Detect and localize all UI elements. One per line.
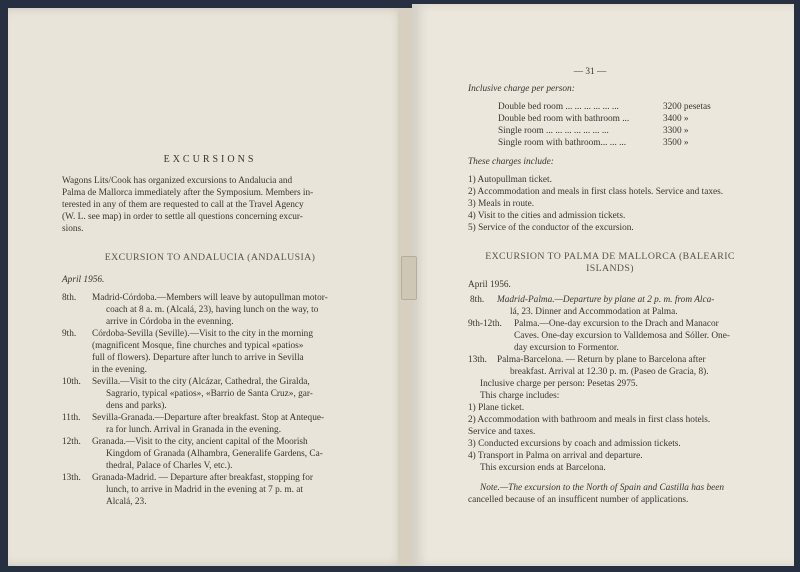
entry-line: Palma.—One-day excursion to the Drach and Manacor [514, 319, 719, 329]
palma-date: April 1956. [468, 280, 511, 290]
price-label: Single room ... ... ... ... ... ... ... [498, 126, 609, 136]
entry-day: 9th-12th. [468, 319, 502, 329]
entry-line: lá, 23. Dinner and Accommodation at Palma. [510, 307, 678, 317]
entry-line: in the evening. [92, 365, 147, 375]
palma-section-title: EXCURSION TO PALMA DE MALLORCA (BALEARIC [485, 251, 735, 262]
entry-line: Madrid-Córdoba.—Members will leave by autopullman motor- [92, 293, 328, 303]
entry-day: 8th. [62, 293, 77, 303]
entry-line: thedral, Palace of Charles V, etc.). [106, 461, 233, 471]
price-value: 3200 pesetas [663, 102, 711, 112]
entry-line: Madrid-Palma.—Departure by plane at 2 p. m. from Alca- [497, 295, 715, 305]
palma-section-title-cont: ISLANDS) [586, 263, 634, 274]
price-label: Double bed room with bathroom ... [498, 114, 630, 124]
andalucia-date: April 1956. [62, 275, 105, 285]
entry-line: dens and parks). [106, 401, 167, 411]
entry-line: breakfast. Arrival at 12.30 p. m. (Paseo de Gracia, 8). [510, 367, 709, 377]
entry-line: full of flowers). Departure after lunch to arrive in Sevilla [92, 353, 304, 363]
price-value: 3400 » [663, 114, 689, 124]
note-line: Note.—The excursion to the North of Spain and Castilla has been [480, 483, 725, 493]
include-item: 3) Meals in route. [468, 199, 535, 209]
include-item: 5) Service of the conductor of the excursion. [468, 223, 634, 233]
binding-tab [401, 256, 417, 300]
entry-line: lunch, to arrive in Madrid in the evening at 7 p. m. at [106, 485, 303, 495]
entry-line: arrive in Córdoba in the evenning. [106, 317, 234, 327]
charge-line: Inclusive charge per person: Pesetas 2975. [480, 379, 638, 389]
entry-day: 12th. [62, 437, 81, 447]
entry-line: ra for lunch. Arrival in Granada in the evening. [106, 425, 282, 435]
includes-line: This charge includes: [480, 391, 560, 401]
entry-line: Caves. One-day excursion to Valldemosa and Sóller. One- [514, 331, 730, 341]
intro-line: sions. [62, 224, 84, 234]
entry-line: Sevilla.—Visit to the city (Alcázar, Cathedral, the Giralda, [92, 377, 310, 387]
entry-line: (magnificent Mosque, fine churches and typical «patios» [92, 341, 304, 351]
entry-line: Sevilla-Granada.—Departure after breakfast. Stop at Anteque- [92, 413, 325, 423]
include-item: 4) Transport in Palma on arrival and departure. [468, 451, 643, 461]
include-item: 4) Visit to the cities and admission tickets. [468, 211, 626, 221]
include-item: Service and taxes. [468, 427, 536, 437]
entry-day: 13th. [62, 473, 81, 483]
intro-line: terested in any of them are requested to call at the Travel Agency [62, 200, 304, 210]
page-number: — 31 — [573, 67, 607, 77]
intro-line: Wagons Lits/Cook has organized excursions to Andalucia and [62, 176, 293, 186]
note-line: cancelled because of an insufficent number of applications. [468, 495, 689, 505]
entry-day: 9th. [62, 329, 77, 339]
price-label: Single room with bathroom... ... ... [498, 138, 627, 148]
price-label: Double bed room ... ... ... ... ... ... [498, 102, 619, 112]
include-item: 2) Accommodation and meals in first class hotels. Service and taxes. [468, 187, 724, 197]
entry-line: Sagrario, typical «patios», «Barrio de Santa Cruz», gar- [106, 389, 313, 399]
entry-line: day excursion to Formentor. [514, 343, 619, 353]
intro-line: (W. L. see map) in order to settle all questions concerning excur- [62, 212, 303, 222]
entry-line: Palma-Barcelona. — Return by plane to Barcelona after [497, 355, 706, 365]
entry-day: 13th. [468, 355, 487, 365]
end-line: This excursion ends at Barcelona. [480, 463, 606, 473]
include-item: 1) Autopullman ticket. [468, 175, 552, 185]
include-item: 1) Plane ticket. [468, 403, 525, 413]
entry-line: Alcalá, 23. [106, 497, 147, 507]
entry-day: 8th. [470, 295, 485, 305]
entry-day: 10th. [62, 377, 81, 387]
charge-heading: Inclusive charge per person: [468, 84, 575, 94]
intro-line: Palma de Mallorca immediately after the Symposium. Members in- [62, 188, 314, 198]
entry-line: coach at 8 a. m. (Alcalá, 23), having lunch on the way, to [106, 305, 319, 315]
excursions-heading: EXCURSIONS [163, 154, 257, 165]
entry-line: Granada-Madrid. — Departure after breakfast, stopping for [92, 473, 313, 483]
entry-line: Córdoba-Sevilla (Seville).—Visit to the city in the morning [92, 329, 313, 339]
price-value: 3300 » [663, 126, 689, 136]
includes-heading: These charges include: [468, 157, 554, 167]
include-item: 2) Accommodation with bathroom and meals in first class hotels. [468, 415, 711, 425]
entry-line: Kingdom of Granada (Alhambra, Generalife Gardens, Ca- [106, 449, 323, 459]
andalucia-section-title: EXCURSION TO ANDALUCIA (ANDALUSIA) [104, 252, 316, 263]
include-item: 3) Conducted excursions by coach and admission tickets. [468, 439, 681, 449]
price-value: 3500 » [663, 138, 689, 148]
entry-line: Granada.—Visit to the city, ancient capital of the Moorish [92, 437, 308, 447]
entry-day: 11th. [62, 413, 81, 423]
